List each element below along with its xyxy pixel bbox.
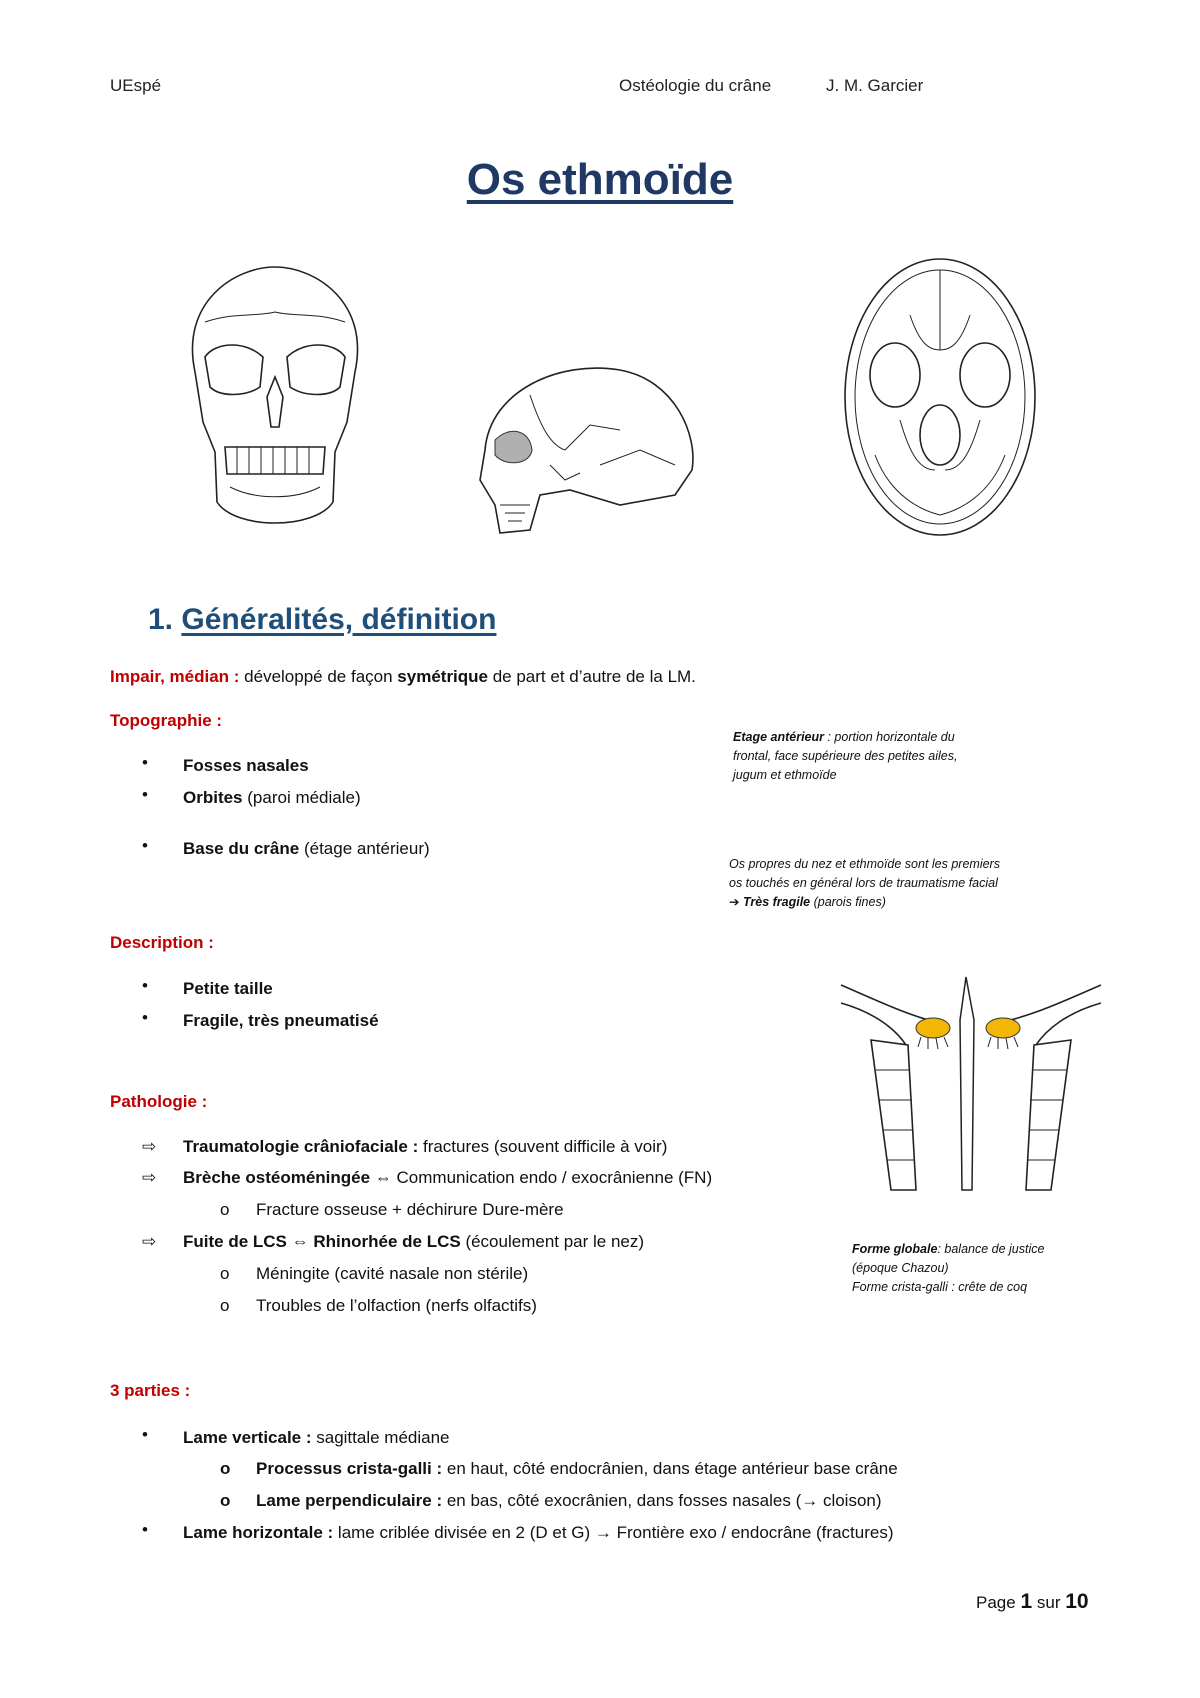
page-footer: Page 1 sur 10 xyxy=(976,1590,1089,1613)
side-note-forme: Forme globale: balance de justice (époque Chazou) Forme crista-galli : crête de coq xyxy=(852,1242,1045,1294)
bullet-icon: • xyxy=(142,1425,148,1444)
bullet-icon: • xyxy=(142,976,148,995)
list-item: Troubles de l’olfaction (nerfs olfactifs) xyxy=(256,1296,537,1315)
list-item: Traumatologie crâniofaciale : fractures (souvent difficile à voir) xyxy=(183,1137,668,1156)
skull-base-illustration xyxy=(840,255,1040,540)
sub-bullet-icon: o xyxy=(220,1264,230,1283)
section-heading xyxy=(148,603,496,637)
bullet-icon: • xyxy=(142,753,148,772)
bullet-icon: • xyxy=(142,1520,148,1539)
skull-sagittal-illustration xyxy=(470,355,700,540)
side-note-etage: Etage antérieur : portion horizontale du frontal, face supérieure des petites ailes, jugum et ethmoïde xyxy=(733,730,958,782)
header-center: Ostéologie du crâne xyxy=(619,76,772,95)
page-title: Os ethmoïde xyxy=(466,155,734,204)
description-label: Description : xyxy=(110,933,214,952)
impair-text: développé de façon xyxy=(239,667,398,686)
impair-label: Impair, médian : xyxy=(110,667,240,686)
list-item: Lame perpendiculaire : en bas, côté exocrânien, dans fosses nasales (→ cloison) xyxy=(256,1491,882,1510)
list-item: Lame horizontale : lame criblée divisée en 2 (D et G) → Frontière exo / endocrâne (fractures) xyxy=(183,1523,894,1542)
side-note-fragile: Os propres du nez et ethmoïde sont les premiers os touchés en général lors de traumatisme facial ➔ Très fragile (parois fines) xyxy=(729,857,1000,909)
arrow-icon: ⇨ xyxy=(142,1232,157,1251)
list-item: Orbites (paroi médiale) xyxy=(183,788,361,807)
pathologie-label: Pathologie : xyxy=(110,1092,208,1111)
section-number: 1. xyxy=(148,603,174,636)
list-item: Fosses nasales xyxy=(183,756,309,775)
bullet-icon: • xyxy=(142,1008,148,1027)
arrow-icon: ⇨ xyxy=(142,1168,157,1187)
bullet-icon: • xyxy=(142,785,148,804)
ethmoid-illustration xyxy=(836,975,1106,1200)
sub-bullet-icon: o xyxy=(220,1296,230,1315)
arrow-icon: ⇨ xyxy=(142,1137,157,1156)
list-item: Base du crâne (étage antérieur) xyxy=(183,839,430,858)
sub-bullet-icon: o xyxy=(220,1200,230,1219)
header-left: UEspé xyxy=(110,76,162,95)
bullet-icon: • xyxy=(142,836,148,855)
impair-line xyxy=(110,666,696,688)
list-item: Fuite de LCS ⇔ Rhinorhée de LCS (écoulement par le nez) xyxy=(183,1232,645,1251)
list-item: Lame verticale : sagittale médiane xyxy=(183,1428,450,1447)
list-item: Petite taille xyxy=(183,979,273,998)
list-item: Processus crista-galli : en haut, côté endocrânien, dans étage antérieur base crâne xyxy=(256,1459,898,1478)
list-item: Fragile, très pneumatisé xyxy=(183,1011,379,1030)
list-item: Fracture osseuse + déchirure Dure-mère xyxy=(256,1200,564,1219)
impair-bold: symétrique xyxy=(397,667,488,686)
impair-text-end: de part et d’autre de la LM. xyxy=(488,667,696,686)
list-item: Méningite (cavité nasale non stérile) xyxy=(256,1264,529,1283)
skull-front-illustration xyxy=(175,262,375,537)
arrow-icon: ➔ xyxy=(729,895,740,909)
topographie-label: Topographie : xyxy=(110,711,223,730)
sub-bullet-icon: o xyxy=(220,1491,231,1510)
header-right: J. M. Garcier xyxy=(826,76,924,95)
sub-bullet-icon: o xyxy=(220,1459,231,1478)
list-item: Brèche ostéoméningée ⇔ Communication endo / exocrânienne (FN) xyxy=(183,1168,713,1187)
parties-label: 3 parties : xyxy=(110,1381,191,1400)
section-title: Généralités, définition xyxy=(181,603,497,636)
